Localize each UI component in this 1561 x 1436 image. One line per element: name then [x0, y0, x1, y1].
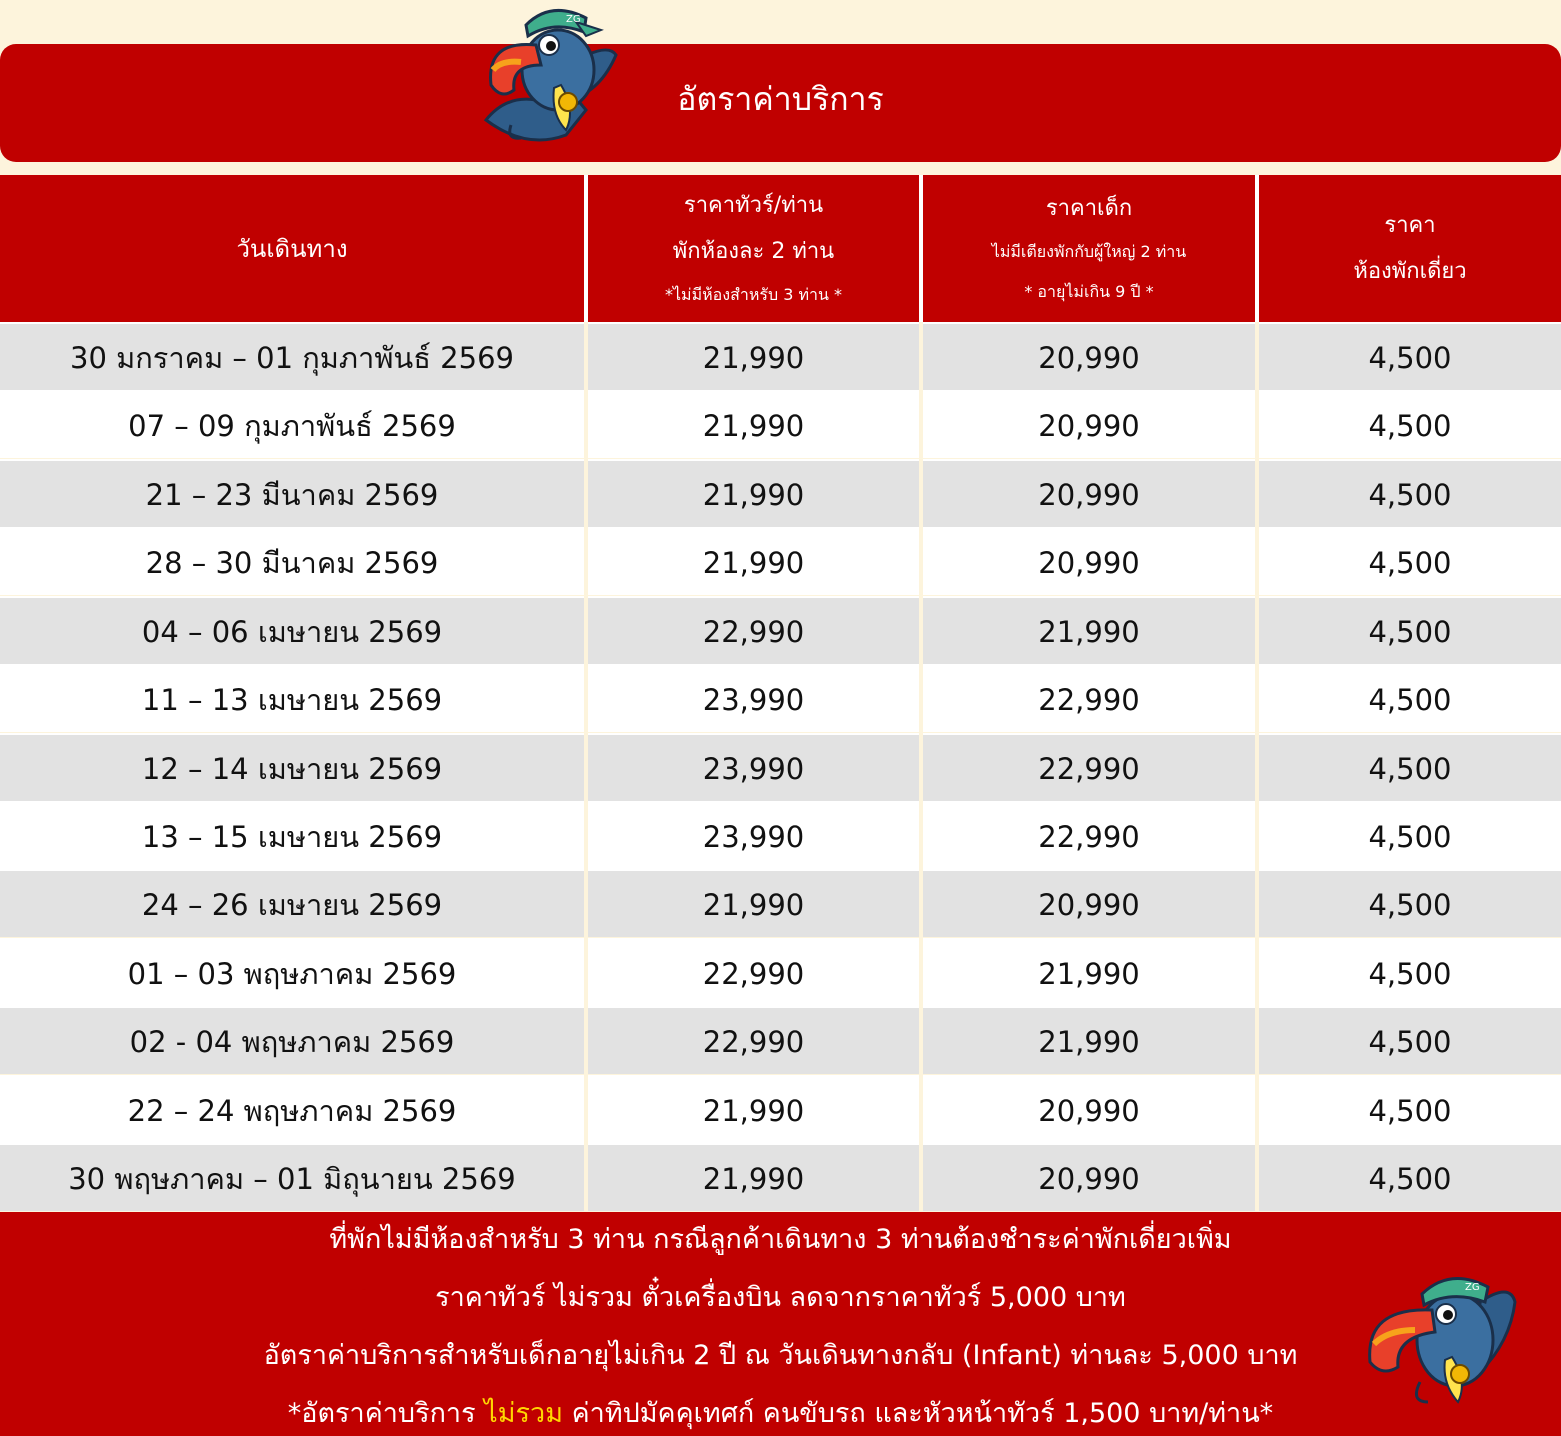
- table-row: [0, 596, 1561, 664]
- toucan-mascot-icon: [466, 0, 626, 152]
- adult-price-cell: 23,990: [588, 801, 919, 869]
- single-room-cell: 4,500: [1259, 733, 1561, 801]
- adult-price-cell: 21,990: [588, 869, 919, 937]
- footer-notes: [0, 1212, 1561, 1436]
- child-price-cell: 22,990: [923, 664, 1255, 732]
- table-row: [0, 1075, 1561, 1143]
- child-price-cell: 22,990: [923, 733, 1255, 801]
- adult-price-cell: 22,990: [588, 938, 919, 1006]
- child-price-cell: 21,990: [923, 1006, 1255, 1074]
- date-cell: 07 – 09 กุมภาพันธ์ 2569: [0, 390, 584, 458]
- child-price-cell: 21,990: [923, 938, 1255, 1006]
- table-row: [0, 938, 1561, 1006]
- child-price-cell: 20,990: [923, 527, 1255, 595]
- adult-price-cell: 22,990: [588, 1006, 919, 1074]
- single-room-cell: 4,500: [1259, 869, 1561, 937]
- single-room-cell: 4,500: [1259, 390, 1561, 458]
- single-room-cell: 4,500: [1259, 322, 1561, 390]
- adult-price-cell: 22,990: [588, 596, 919, 664]
- table-row: [0, 527, 1561, 595]
- adult-price-cell: 21,990: [588, 1075, 919, 1143]
- date-cell: 04 – 06 เมษายน 2569: [0, 596, 584, 664]
- table-row: [0, 1006, 1561, 1074]
- date-cell: 22 – 24 พฤษภาคม 2569: [0, 1075, 584, 1143]
- header-child-price: ราคาเด็ก ไม่มีเตียงพักกับผู้ใหญ่ 2 ท่าน * อายุไม่เกิน 9 ปี *: [923, 175, 1255, 322]
- single-room-cell: 4,500: [1259, 938, 1561, 1006]
- child-price-cell: 21,990: [923, 596, 1255, 664]
- svg-text:ZG: ZG: [1465, 1282, 1480, 1293]
- table-row: [0, 390, 1561, 458]
- single-room-cell: 4,500: [1259, 1143, 1561, 1211]
- single-room-cell: 4,500: [1259, 1006, 1561, 1074]
- single-room-cell: 4,500: [1259, 664, 1561, 732]
- table-row: [0, 459, 1561, 527]
- header-adult-price: ราคาทัวร์/ท่าน พักห้องละ 2 ท่าน *ไม่มีห้องสำหรับ 3 ท่าน *: [588, 175, 919, 322]
- adult-price-cell: 21,990: [588, 322, 919, 390]
- svg-text:ZG: ZG: [566, 14, 581, 25]
- table-row: [0, 322, 1561, 390]
- date-cell: 21 – 23 มีนาคม 2569: [0, 459, 584, 527]
- child-price-cell: 22,990: [923, 801, 1255, 869]
- single-room-cell: 4,500: [1259, 801, 1561, 869]
- child-price-cell: 20,990: [923, 390, 1255, 458]
- single-room-cell: 4,500: [1259, 527, 1561, 595]
- adult-price-cell: 23,990: [588, 733, 919, 801]
- table-row: [0, 664, 1561, 732]
- page-title: อัตราค่าบริการ: [677, 80, 884, 118]
- date-cell: 11 – 13 เมษายน 2569: [0, 664, 584, 732]
- date-cell: 30 พฤษภาคม – 01 มิถุนายน 2569: [0, 1143, 584, 1211]
- child-price-cell: 20,990: [923, 1075, 1255, 1143]
- date-cell: 28 – 30 มีนาคม 2569: [0, 527, 584, 595]
- header-date: วันเดินทาง: [0, 175, 584, 322]
- table-row: [0, 733, 1561, 801]
- single-room-cell: 4,500: [1259, 1075, 1561, 1143]
- adult-price-cell: 23,990: [588, 664, 919, 732]
- single-room-cell: 4,500: [1259, 596, 1561, 664]
- single-room-cell: 4,500: [1259, 459, 1561, 527]
- child-price-cell: 20,990: [923, 459, 1255, 527]
- date-cell: 12 – 14 เมษายน 2569: [0, 733, 584, 801]
- adult-price-cell: 21,990: [588, 527, 919, 595]
- date-cell: 30 มกราคม – 01 กุมภาพันธ์ 2569: [0, 322, 584, 390]
- highlight-text: ไม่รวม: [484, 1398, 564, 1429]
- adult-price-cell: 21,990: [588, 459, 919, 527]
- table-header: [0, 175, 1561, 322]
- toucan-mascot-icon: [1360, 1262, 1520, 1412]
- table-row: [0, 1143, 1561, 1211]
- child-price-cell: 20,990: [923, 322, 1255, 390]
- header-single-room: ราคา ห้องพักเดี่ยว: [1259, 175, 1561, 322]
- date-cell: 24 – 26 เมษายน 2569: [0, 869, 584, 937]
- child-price-cell: 20,990: [923, 869, 1255, 937]
- footer-line: ที่พักไม่มีห้องสำหรับ 3 ท่าน กรณีลูกค้าเดินทาง 3 ท่านต้องชำระค่าพักเดี่ยวเพิ่ม: [329, 1224, 1232, 1255]
- date-cell: 02 - 04 พฤษภาคม 2569: [0, 1006, 584, 1074]
- footer-line: ราคาทัวร์ ไม่รวม ตั๋วเครื่องบิน ลดจากราคาทัวร์ 5,000 บาท: [435, 1282, 1126, 1313]
- footer-line: อัตราค่าบริการสำหรับเด็กอายุไม่เกิน 2 ปี ณ วันเดินทางกลับ (Infant) ท่านละ 5,000 บาท: [263, 1340, 1298, 1371]
- table-row: [0, 801, 1561, 869]
- date-cell: 01 – 03 พฤษภาคม 2569: [0, 938, 584, 1006]
- adult-price-cell: 21,990: [588, 390, 919, 458]
- table-row: [0, 869, 1561, 937]
- date-cell: 13 – 15 เมษายน 2569: [0, 801, 584, 869]
- adult-price-cell: 21,990: [588, 1143, 919, 1211]
- child-price-cell: 20,990: [923, 1143, 1255, 1211]
- footer-line: *อัตราค่าบริการ ไม่รวม ค่าทิปมัคคุเทศก์ คนขับรถ และหัวหน้าทัวร์ 1,500 บาท/ท่าน*: [287, 1398, 1274, 1429]
